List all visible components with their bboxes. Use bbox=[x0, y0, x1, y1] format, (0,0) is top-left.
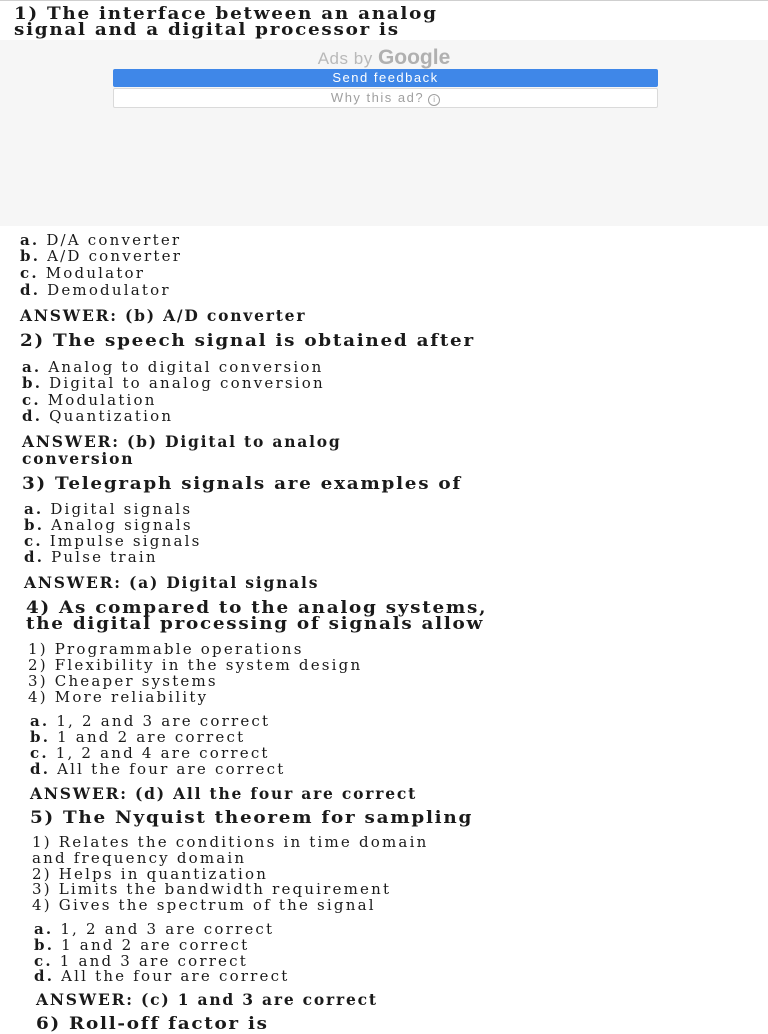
option-text: All the four are correct bbox=[57, 760, 286, 778]
google-logo: Google bbox=[377, 46, 451, 69]
q5-statement-3: 3) Limits the bandwidth requirement bbox=[32, 880, 392, 898]
option-letter: c. bbox=[34, 952, 53, 970]
ad-container bbox=[0, 40, 768, 226]
q4-statement-3: 3) Cheaper systems bbox=[28, 672, 218, 690]
q4-statement-4: 4) More reliability bbox=[28, 688, 209, 706]
q5-statement-2: 2) Helps in quantization bbox=[32, 865, 269, 883]
q3-answer: ANSWER: (a) Digital signals bbox=[24, 573, 320, 592]
option-letter: d. bbox=[24, 548, 45, 566]
option-text: A/D converter bbox=[47, 247, 183, 265]
why-this-ad-button[interactable] bbox=[113, 88, 658, 108]
q5-option-d bbox=[34, 967, 289, 985]
question-2: 2) The speech signal is obtained after bbox=[20, 331, 475, 351]
q2-answer-line-2: conversion bbox=[22, 449, 135, 468]
option-text: Pulse train bbox=[51, 548, 158, 566]
option-text: Quantization bbox=[49, 407, 174, 425]
question-1-line-2: signal and a digital processor is bbox=[14, 20, 400, 40]
q1-option-b bbox=[20, 247, 182, 265]
option-letter: c. bbox=[24, 532, 43, 550]
top-divider bbox=[0, 0, 768, 1]
option-text: Digital signals bbox=[50, 500, 193, 518]
question-3: 3) Telegraph signals are examples of bbox=[22, 474, 462, 494]
q4-answer: ANSWER: (d) All the four are correct bbox=[30, 784, 418, 803]
option-letter: d. bbox=[20, 281, 41, 299]
q3-option-d bbox=[24, 548, 158, 566]
option-letter: d. bbox=[34, 967, 55, 985]
option-letter: a. bbox=[24, 500, 44, 518]
q4-statement-2: 2) Flexibility in the system design bbox=[28, 656, 363, 674]
option-letter: d. bbox=[30, 760, 51, 778]
option-letter: b. bbox=[24, 516, 45, 534]
question-5: 5) The Nyquist theorem for sampling bbox=[30, 808, 474, 828]
option-text: 1 and 3 are correct bbox=[59, 952, 248, 970]
option-text: Modulator bbox=[45, 264, 146, 282]
question-4-line-1: 4) As compared to the analog systems, bbox=[26, 598, 488, 618]
question-1-line-1: 1) The interface between an analog bbox=[14, 4, 438, 24]
option-text: 1 and 2 are correct bbox=[57, 728, 246, 746]
why-this-ad-label: Why this ad? bbox=[330, 90, 425, 105]
option-text: D/A converter bbox=[46, 231, 182, 249]
q5-statement-4: 4) Gives the spectrum of the signal bbox=[32, 896, 376, 914]
q5-statement-1-line-1: 1) Relates the conditions in time domain bbox=[32, 833, 429, 851]
option-letter: a. bbox=[22, 358, 42, 376]
question-4-line-2: the digital processing of signals allow bbox=[26, 614, 485, 634]
option-letter: b. bbox=[30, 728, 51, 746]
option-letter: a. bbox=[30, 712, 50, 730]
send-feedback-button[interactable]: Send feedback bbox=[113, 69, 658, 87]
option-text: 1 and 2 are correct bbox=[61, 936, 250, 954]
option-letter: b. bbox=[20, 247, 41, 265]
option-letter: a. bbox=[34, 920, 54, 938]
question-6: 6) Roll-off factor is bbox=[36, 1014, 269, 1034]
option-text: Digital to analog conversion bbox=[49, 374, 325, 392]
option-text: Analog to digital conversion bbox=[48, 358, 324, 376]
option-letter: c. bbox=[20, 264, 39, 282]
q1-option-c bbox=[20, 264, 145, 282]
q1-option-d bbox=[20, 281, 171, 299]
option-text: Analog signals bbox=[51, 516, 193, 534]
option-letter: c. bbox=[22, 391, 41, 409]
option-text: 1, 2 and 3 are correct bbox=[56, 712, 271, 730]
info-icon: i bbox=[428, 94, 440, 106]
option-text: Impulse signals bbox=[49, 532, 202, 550]
option-letter: c. bbox=[30, 744, 49, 762]
ads-by-text: Ads by bbox=[317, 49, 373, 68]
option-text: Modulation bbox=[47, 391, 157, 409]
q2-answer-line-1: ANSWER: (b) Digital to analog bbox=[22, 432, 342, 451]
option-text: 1, 2 and 4 are correct bbox=[55, 744, 270, 762]
option-letter: a. bbox=[20, 231, 40, 249]
q2-option-d bbox=[22, 407, 173, 425]
q1-answer: ANSWER: (b) A/D converter bbox=[20, 306, 307, 325]
q5-statement-1-line-2: and frequency domain bbox=[32, 849, 247, 867]
ads-by-google-label bbox=[0, 46, 768, 70]
option-text: All the four are correct bbox=[61, 967, 290, 985]
option-text: Demodulator bbox=[47, 281, 171, 299]
option-letter: d. bbox=[22, 407, 43, 425]
q4-option-d bbox=[30, 760, 285, 778]
option-text: 1, 2 and 3 are correct bbox=[60, 920, 275, 938]
q2-option-b bbox=[22, 374, 325, 392]
option-letter: b. bbox=[34, 936, 55, 954]
q4-statement-1: 1) Programmable operations bbox=[28, 640, 304, 658]
q5-answer: ANSWER: (c) 1 and 3 are correct bbox=[36, 990, 378, 1009]
option-letter: b. bbox=[22, 374, 43, 392]
